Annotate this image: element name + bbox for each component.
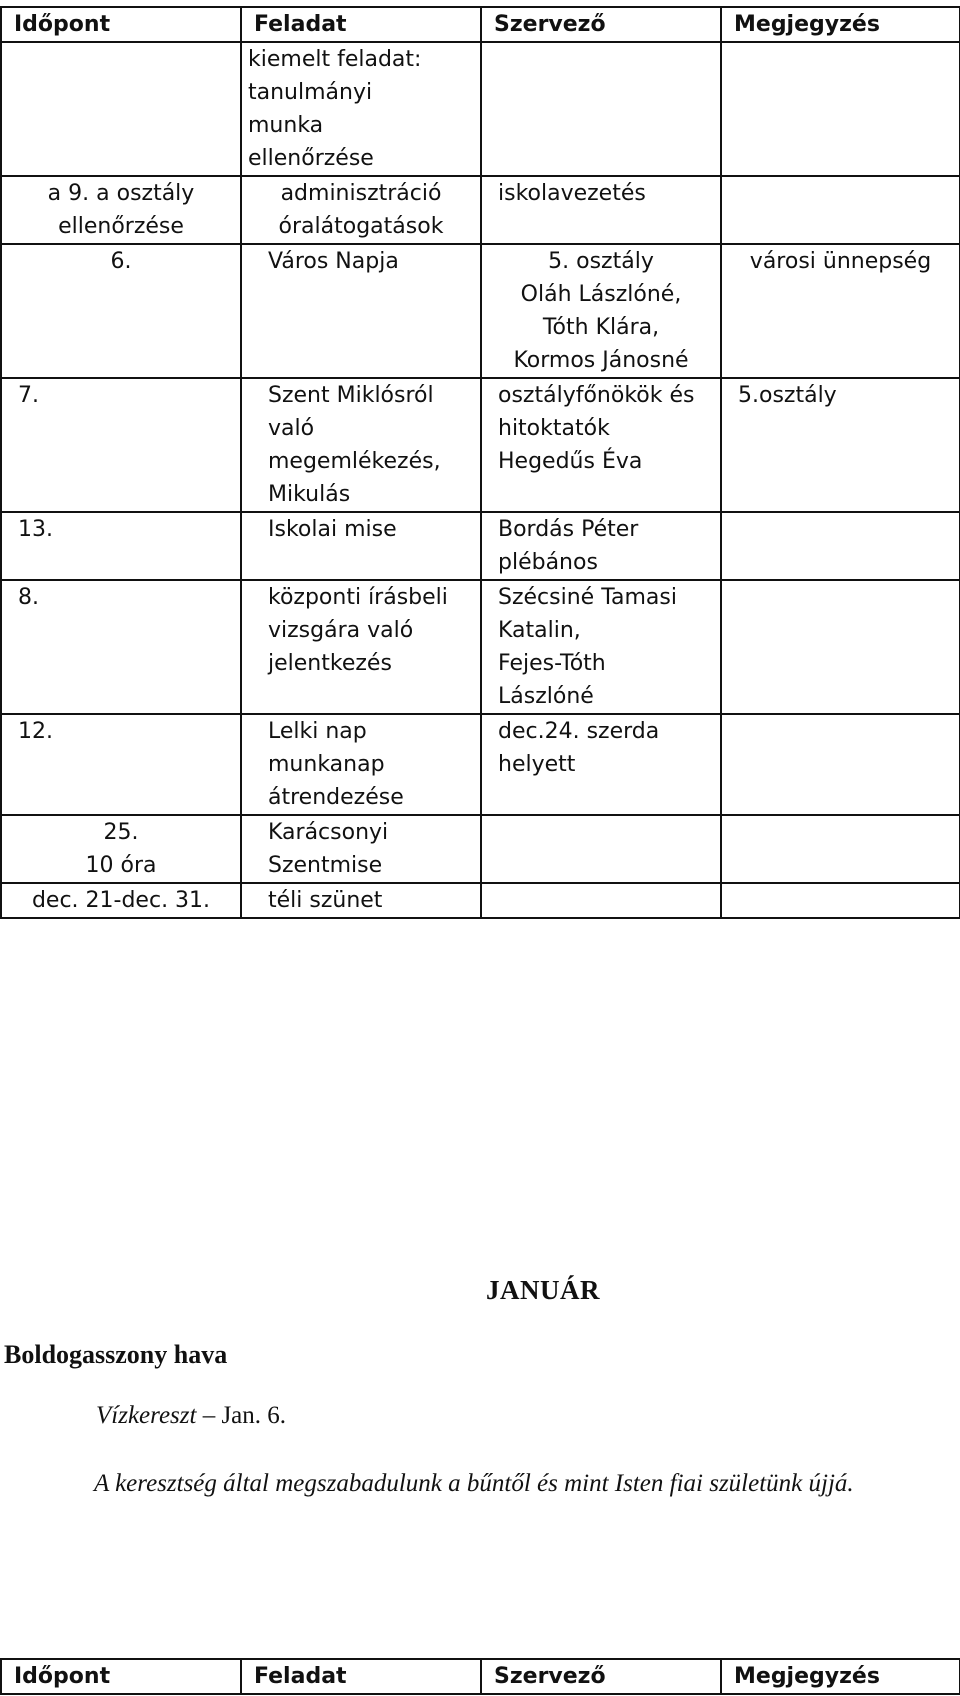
column-header-date: Időpont [1,1659,241,1694]
cell-line: megemlékezés, [268,449,441,474]
cell-line: 6. [110,249,132,274]
column-header-task: Feladat [241,7,481,42]
column-header-date: Időpont [1,7,241,42]
table-row [1,580,960,714]
cell-organizer [481,512,721,580]
cell-line: tanulmányi [248,80,373,105]
column-header-task: Feladat [241,1659,481,1694]
cell-line: Tóth Klára, [542,315,660,340]
cell-note [721,378,960,512]
cell-line: Oláh Lászlóné, [520,282,682,307]
cell-organizer [481,378,721,512]
cell-line: Lelki nap [268,719,367,744]
cell-line: 10 óra [85,853,157,878]
schedule-table [0,6,960,919]
cell-date [1,580,241,714]
cell-task [241,714,481,815]
cell-line: 12. [18,719,53,744]
cell-line: helyett [498,752,576,777]
cell-line: központi írásbeli [268,585,448,610]
cell-line: 25. [103,820,139,845]
cell-line: ellenőrzése [248,146,374,171]
cell-line: Katalin, [498,618,581,643]
cell-line: ellenőrzése [58,214,184,239]
feast-line [96,1402,286,1430]
cell-line: vizsgára való [268,618,414,643]
column-header-note: Megjegyzés [721,1659,960,1694]
cell-date [1,42,241,176]
cell-line: Szentmise [268,853,383,878]
cell-task [241,176,481,244]
cell-task [241,42,481,176]
cell-line: 5.osztály [738,383,837,408]
cell-note [721,42,960,176]
table-row [1,883,960,918]
cell-line: 8. [18,585,39,610]
cell-date [1,512,241,580]
cell-date [1,714,241,815]
cell-task [241,580,481,714]
table-row [1,42,960,176]
cell-date [1,244,241,378]
cell-line: Szent Miklósról [268,383,434,408]
cell-line: plébános [498,550,598,575]
cell-organizer [481,714,721,815]
cell-line: 7. [18,383,39,408]
table-row [1,176,960,244]
cell-organizer [481,883,721,918]
cell-task [241,815,481,883]
cell-line: 5. osztály [548,249,654,274]
cell-line: Hegedűs Éva [498,449,643,474]
cell-task [241,512,481,580]
cell-line: a 9. a osztály [47,181,195,206]
next-table-header [0,1658,960,1695]
cell-line: Karácsonyi [268,820,389,845]
table-header-row [1,7,960,42]
cell-line: osztályfőnökök és [498,383,695,408]
table-row [1,714,960,815]
cell-task [241,378,481,512]
cell-note [721,714,960,815]
cell-date [1,883,241,918]
cell-line: Szécsiné Tamasi [498,585,677,610]
cell-line: Fejes-Tóth [498,651,606,676]
cell-line: Lászlóné [498,684,594,709]
cell-line: Mikulás [268,482,351,507]
cell-line: Bordás Péter [498,517,639,542]
cell-note [721,815,960,883]
cell-line: való [268,416,315,441]
table-row [1,244,960,378]
column-header-organizer: Szervező [481,7,721,42]
cell-date [1,378,241,512]
cell-line: óralátogatások [278,214,444,239]
cell-note [721,176,960,244]
cell-line: Kormos Jánosné [513,348,689,373]
cell-line: Iskolai mise [268,517,397,542]
cell-task [241,883,481,918]
cell-organizer [481,244,721,378]
cell-line: adminisztráció [280,181,442,206]
cell-line: munka [248,113,324,138]
cell-note [721,580,960,714]
feast-name: Vízkereszt [96,1402,197,1429]
table-row [1,815,960,883]
cell-note [721,883,960,918]
cell-line: iskolavezetés [498,181,646,206]
column-header-note: Megjegyzés [721,7,960,42]
cell-line: átrendezése [268,785,404,810]
cell-line: téli szünet [268,888,383,913]
cell-line: dec. 21-dec. 31. [31,888,211,913]
cell-organizer [481,42,721,176]
cell-line: Város Napja [268,249,399,274]
cell-line: dec.24. szerda [498,719,660,744]
month-title: JANUÁR [486,1275,600,1305]
column-header-organizer: Szervező [481,1659,721,1694]
cell-line: munkanap [268,752,385,777]
table-row [1,378,960,512]
month-quote: A keresztség által megszabadulunk a bűntől és mint Isten fiai születünk újjá. [94,1470,854,1497]
table-header-row [1,1659,960,1694]
feast-date: – Jan. 6. [196,1402,287,1429]
cell-line: városi ünnepség [749,249,932,274]
cell-organizer [481,580,721,714]
cell-organizer [481,815,721,883]
cell-note [721,244,960,378]
cell-organizer [481,176,721,244]
month-subtitle: Boldogasszony hava [4,1340,228,1369]
cell-line: kiemelt feladat: [248,47,422,72]
table-row [1,512,960,580]
cell-line: jelentkezés [268,651,392,676]
cell-line: hitoktatók [498,416,610,441]
cell-note [721,512,960,580]
cell-task [241,244,481,378]
cell-date [1,176,241,244]
cell-line: 13. [18,517,53,542]
cell-date [1,815,241,883]
